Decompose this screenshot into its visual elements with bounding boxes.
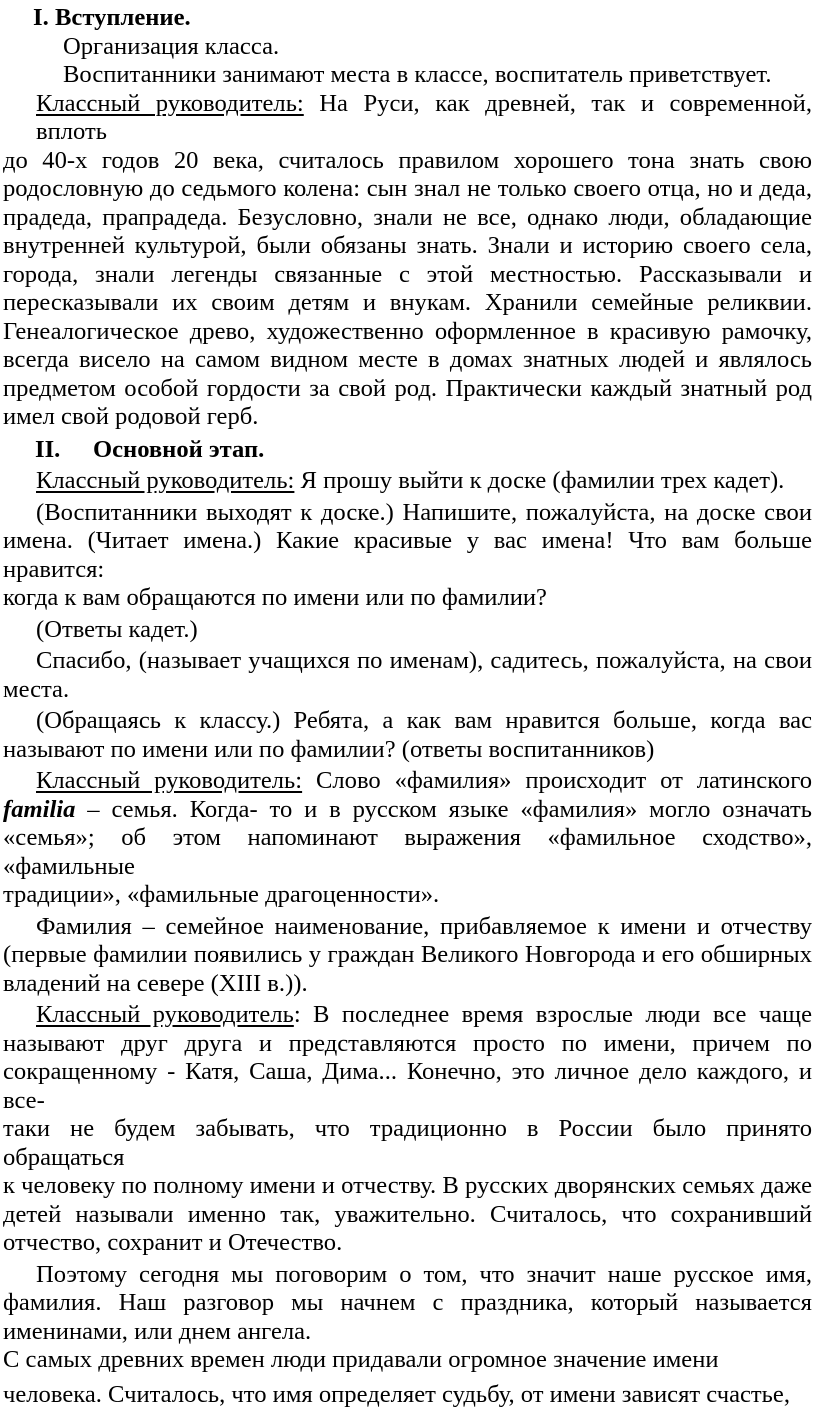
text-line: прадеда, прапрадеда. Безусловно, знали не все, однако люди, обладающие (3, 204, 812, 233)
text-line: места. (3, 676, 812, 705)
text-line: (Воспитанники выходят к доске.) Напишите, пожалуйста, на доске свои (3, 499, 812, 528)
section-number: I. (33, 4, 55, 33)
section-number: II. (35, 436, 93, 465)
text-span: На Руси, как древней, так и современной, вплоть (36, 90, 812, 146)
speaker-label: Классный руководитель: (36, 767, 302, 794)
section-title: Вступление. (55, 4, 191, 31)
text-line: сокращенному - Катя, Саша, Дима... Конечно, это личное дело каждого, и все- (3, 1058, 812, 1115)
text-line: пересказывали их своим детям и внукам. Хранили семейные реликвии. (3, 289, 812, 318)
speaker-label: Классный руководитель: (36, 90, 304, 117)
text-line: родословную до седьмого колена: сын знал не только своего отца, но и деда, (3, 175, 812, 204)
text-line: С самых древних времен люди придавали огромное значение имени (3, 1346, 812, 1375)
text-line: именинами, или днем ангела. (3, 1318, 812, 1347)
intro-org-line: Организация класса. (3, 33, 812, 62)
section-title: Основной этап. (93, 436, 264, 463)
text-span: Слово «фамилия» происходит от латинского (302, 767, 812, 794)
text-line: таки не будем забывать, что традиционно в России было принято обращаться (3, 1115, 812, 1172)
text-line (3, 767, 812, 796)
text-span: – семья. Когда- то и в русском языке «фамилия» могло означать (75, 796, 812, 823)
text-line: имена. (Читает имена.) Какие красивые у вас имена! Что вам больше нравится: (3, 527, 812, 584)
text-line (3, 90, 812, 147)
text-line: (Ответы кадет.) (3, 616, 812, 645)
text-line: фамилия. Наш разговор мы начнем с праздника, который называется (3, 1289, 812, 1318)
text-line: Генеалогическое древо, художественно оформленное в красивую рамочку, (3, 318, 812, 347)
text-line: «семья»; об этом напоминают выражения «фамильное сходство», «фамильные (3, 824, 812, 881)
text-line: предметом особой гордости за свой род. Практически каждый знатный род (3, 375, 812, 404)
text-line: города, знали легенды связанные с этой местностью. Рассказывали и (3, 261, 812, 290)
text-line: традиции», «фамильные драгоценности». (3, 881, 812, 910)
section-heading-main (3, 436, 812, 465)
text-line: (первые фамилии появились у граждан Великого Новгорода и его обширных (3, 941, 812, 970)
text-line: имел свой родовой герб. (3, 403, 812, 432)
text-line: (Обращаясь к классу.) Ребята, а как вам нравится больше, когда вас (3, 707, 812, 736)
text-line: называют по имени или по фамилии? (ответы воспитанников) (3, 736, 812, 765)
text-line: отчество, сохранит и Отечество. (3, 1229, 812, 1258)
speaker-label: Классный руководитель (36, 1001, 294, 1028)
section-heading-intro (3, 4, 812, 33)
text-line: детей называли именно так, уважительно. Считалось, что сохранивший (3, 1201, 812, 1230)
text-span: : В последнее время взрослые люди все чаще (294, 1001, 812, 1028)
text-line: Фамилия – семейное наименование, прибавляемое к имени и отчеству (3, 913, 812, 942)
speaker-label: Классный руководитель: (36, 467, 294, 494)
intro-greeting-line: Воспитанники занимают места в классе, воспитатель приветствует. (3, 61, 812, 90)
text-line (3, 1001, 812, 1030)
text-line: Поэтому сегодня мы поговорим о том, что значит наше русское имя, (3, 1261, 812, 1290)
text-line: владений на севере (XIII в.)). (3, 970, 812, 999)
text-line: внутренней культурой, были обязаны знать. Знали и историю своего села, (3, 232, 812, 261)
text-line: всегда висело на самом видном месте в домах знатных людей и являлось (3, 346, 812, 375)
text-span: Я прошу выйти к доске (фамилии трех кадет). (294, 467, 784, 494)
text-line: Спасибо, (называет учащихся по именам), садитесь, пожалуйста, на свои (3, 647, 812, 676)
text-line: до 40-х годов 20 века, считалось правилом хорошего тона знать свою (3, 147, 812, 176)
text-line (3, 467, 812, 496)
text-line (3, 796, 812, 825)
text-line: человека. Считалось, что имя определяет судьбу, от имени зависят счастье, (3, 1381, 812, 1409)
text-line: когда к вам обращаются по имени или по фамилии? (3, 584, 812, 613)
text-line: называют друг друга и представляются просто по имени, причем по (3, 1030, 812, 1059)
text-line: к человеку по полному имени и отчеству. В русских дворянских семьях даже (3, 1172, 812, 1201)
latin-term: familia (3, 796, 75, 823)
